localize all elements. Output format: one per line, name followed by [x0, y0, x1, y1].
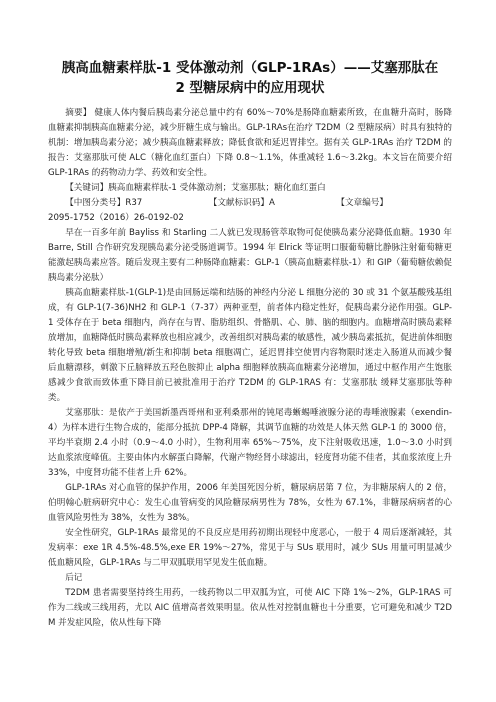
- classification-row: [48, 196, 452, 211]
- paragraph-cardiovascular: GLP-1RAs 对心血管的保护作用，2006 年美国死因分析，糖尿病居第 7 位，为非糖尿病人的 2 倍，伯明翰心脏病研究中心：发生心血管病变的风险糖尿病男性为 78%，女性为 67.1%，非糖尿病病者的心血管风险男性为 38%，女性为 38%。: [48, 483, 452, 523]
- title-line-1: 胰高血糖素样肽-1 受体激动剂（GLP-1RAs）——艾塞那肽在: [61, 60, 439, 76]
- article-title: [48, 58, 452, 98]
- paragraph-glp1: 胰高血糖素样肽-1(GLP-1)是由回肠远端和结肠的神经内分泌 L 细胞分泌的 30 或 31 个氨基酸残基组成，有 GLP-1(7-36)NH2 和 GLP-1（7-37）两种亚型，前者体内稳定性好，促胰岛素分泌作用强。GLP-1 受体存在于 beta 细胞内，尚存在与胃、脂肪组织、骨骼肌、心、肺、脑的细胞内。血糖增高时胰岛素释放增加，血糖降低时胰岛素释放也相应减少，改善组织对胰岛素的敏感性，减少胰岛素抵抗，促进前体细胞转化导致 beta 细胞增殖/新生和抑制 beta 细胞凋亡，延迟胃排空使胃内容物限时迷走入肠道从而减少餐后血糖漂移，刺激下丘脑释放五羟色胺抑止 alpha 细胞释放胰高血糖素分泌增加，通过中枢作用产生饱胀感减少食欲而致体重下降目前已被批准用于治疗 T2DM 的 GLP-1RAS 有：艾塞那肽 缓释艾塞那肽等种类。: [48, 288, 452, 403]
- section-heading-postscript: 后记: [65, 573, 83, 583]
- title-line-2: 2 型糖尿病中的应用现状: [175, 80, 325, 96]
- article-number: 【文章编号】: [336, 198, 388, 208]
- paragraph-exenatide: 艾塞那肽：是依产于美国新墨西哥州和亚利桑那州的钝尾毒蜥蜴唾液腺分泌的毒唾液腺素（exendin-4）为样本进行生物合成的，能部分抵抗 DPP-4 降解，其调节血糖的功效是人体天然 GLP-1 的 3000 倍，平均半衰期 2.4 小时（0.9～4.0 小时），生物利用率 65%～75%，皮下注射吸收迅速，1.0～3.0 小时到达血浆浓度峰值。主要由体内水解蛋白降解，代谢产物经肾小球滤出，轻度肾功能不佳者，其血浆浓度上升 33%，中度肾功能不佳者上升 62%。: [48, 408, 452, 478]
- issn-line: 2095-1752（2016）26-0192-02: [48, 213, 184, 223]
- article-body: [48, 106, 452, 631]
- document-code: 【文献标识码】A: [208, 198, 275, 208]
- clc-number: 【中图分类号】R37: [65, 198, 143, 208]
- paragraph-safety: 安全性研究，GLP-1RAs 最常见的不良反应是用药初期出现轻中度恶心，一般于 4 周后逐渐减轻，其发病率：exe 1R 4.5%-48.5%,exe ER 19%～27%，常见于与 SUs 联用时，减少 SUs 用量可明显减少低血糖风险，GLP-1RAs 与二甲双胍联用罕见发生低血糖。: [48, 528, 452, 568]
- keywords: 【关键词】胰高血糖素样肽-1 受体激动剂；艾塞那肽；糖化血红蛋白: [65, 183, 326, 193]
- abstract: 摘要】 健康人体内餐后胰岛素分泌总量中约有 60%～70%是肠降血糖素所致，在血糖升高时，肠降血糖素抑制胰高血糖素分泌，减少肝糖生成与输出。GLP-1RAs在治疗 T2DM（2 型糖尿病）时具有独特的机制：增加胰岛素分泌；减少胰高血糖素释放；降低食欲和延迟胃排空。据有关 GLP-1RAs 治疗 T2DM 的报告：艾塞那肽可使 ALC（糖化血红蛋白）下降 0.8～1.1%，体重减轻 1.6～3.2kg。本文旨在简要介绍 GLP-1RAs 的药物动力学、药效和安全性。: [48, 108, 452, 178]
- paragraph-postscript: T2DM 患者需要坚持终生用药，一线药物以二甲双胍为宜，可使 AIC 下降 1%～2%，GLP-1RAS 可作为二线或三线用药，尤以 AIC 值增高者效果明显。依从性对控制血糖也十分重要，它可避免和减少 T2DM 并发症风险，依从性每下降: [48, 588, 452, 628]
- paragraph-history: 早在一百多年前 Bayliss 和 Starling 二人就已发现肠管萃取物可促使胰岛素分泌降低血糖。1930 年 Barre, Still 合作研究发现胰岛素分泌受肠道调节。1994 年 Elrick 等证明口服葡萄糖比静脉注射葡萄糖更能激起胰岛素应答。随后发现主要有二种肠降血糖素：GLP-1（胰高血糖素样肽-1）和 GIP（葡萄糖依赖促胰岛素分泌肽）: [48, 228, 452, 283]
